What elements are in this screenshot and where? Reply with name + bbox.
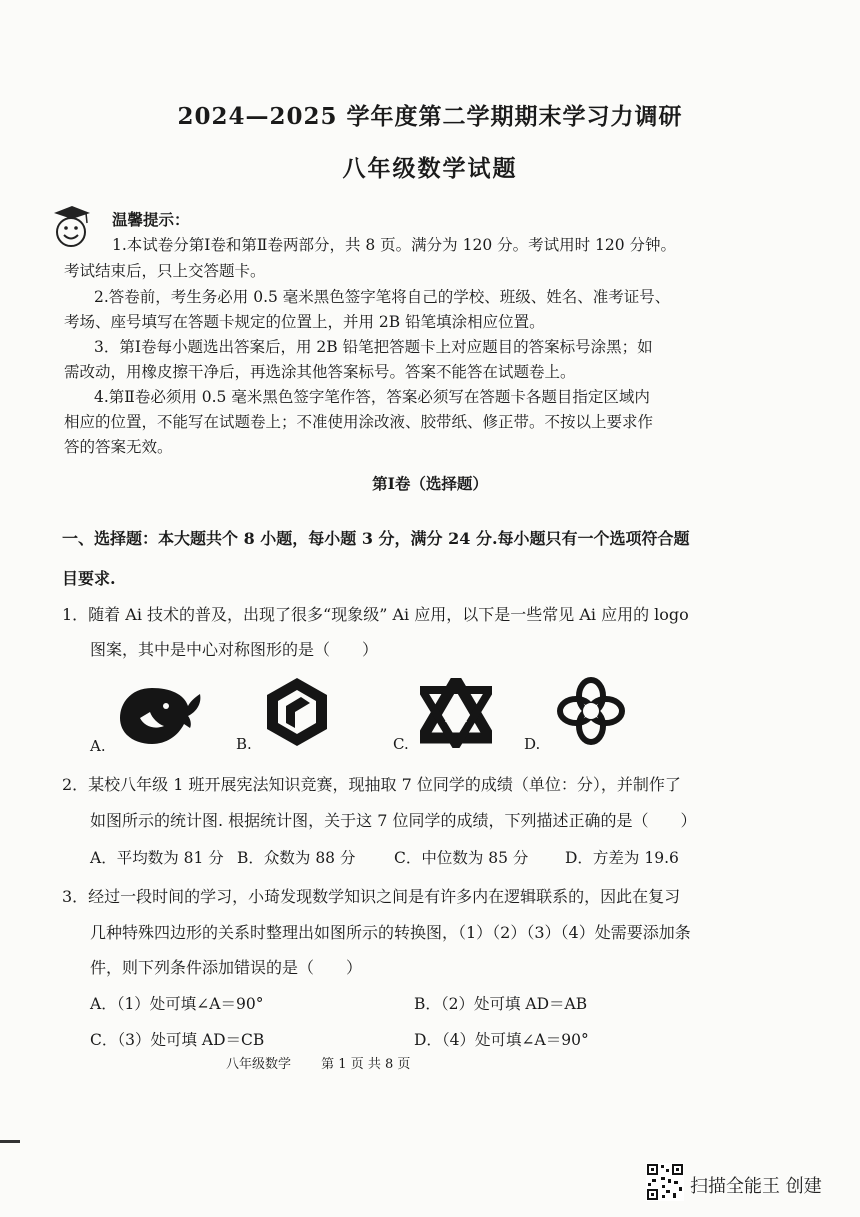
notice-line: 需改动，用橡皮擦干净后，再选涂其他答案标号。答案不能答在试题卷上。 <box>64 363 576 381</box>
notice-line: 1.本试卷分第Ⅰ卷和第Ⅱ卷两部分，共 8 页。满分为 120 分。考试用时 120 分钟。 <box>112 236 677 254</box>
q3-option-c: C．（3）处可填 AD＝CB <box>90 1031 265 1049</box>
footer-page-number: 第 1 页 共 8 页 <box>321 1057 411 1072</box>
section-title: 第Ⅰ卷（选择题） <box>372 474 488 493</box>
question-3-text-cont: 几种特殊四边形的关系时整理出如图所示的转换图，（1）（2）（3）（4）处需要添加条 <box>90 923 691 942</box>
question-2-text-cont: 如图所示的统计图. 根据统计图，关于这 7 位同学的成绩，下列描述正确的是（ ） <box>90 811 697 830</box>
q2-option-b: B．众数为 88 分 <box>237 849 356 867</box>
knot-logo-icon <box>556 676 626 746</box>
qr-code-icon <box>646 1163 684 1201</box>
notice-line: 4.第Ⅱ卷必须用 0.5 毫米黑色签字笔作答，答案必须写在答题卡各题目指定区域内 <box>94 388 650 406</box>
question-1-text: 1．随着 Ai 技术的普及，出现了很多“现象级” Ai 应用，以下是一些常见 Ai 应用的 logo <box>62 605 689 624</box>
notice-line: 3．第Ⅰ卷每小题选出答案后，用 2B 铅笔把答题卡上对应题目的答案标号涂黑；如 <box>94 338 653 356</box>
q1-option-a: A. <box>90 737 106 755</box>
question-3-text: 3．经过一段时间的学习，小琦发现数学知识之间是有许多内在逻辑联系的，因此在复习 <box>62 887 681 906</box>
q2-option-d: D．方差为 19.6 <box>565 849 679 867</box>
hexagon-logo-icon <box>264 676 330 748</box>
page-footer <box>226 1053 436 1072</box>
q3-option-a: A．（1）处可填∠A＝90° <box>90 995 264 1013</box>
q1-option-b: B. <box>236 735 252 753</box>
q2-option-a: A．平均数为 81 分 <box>90 849 224 867</box>
q3-option-b: B．（2）处可填 AD＝AB <box>414 995 588 1013</box>
notice-heading: 温馨提示： <box>112 210 190 229</box>
notice-line: 答的答案无效。 <box>64 438 173 456</box>
exam-title: 2024—2025 学年度第二学期期末学习力调研 <box>177 103 683 130</box>
question-1-text-cont: 图案，其中是中心对称图形的是（ ） <box>90 640 379 659</box>
question-2-text: 2．某校八年级 1 班开展宪法知识竞赛，现抽取 7 位同学的成绩（单位：分），并制作了 <box>62 775 681 794</box>
q1-option-c: C. <box>393 735 409 753</box>
exam-subtitle: 八年级数学试题 <box>342 155 518 182</box>
section-heading: 一、选择题：本大题共个 8 小题，每小题 3 分，满分 24 分.每小题只有一个选项符合题 <box>62 529 690 548</box>
scanner-watermark: 扫描全能王 创建 <box>690 1176 822 1197</box>
smiley-student-icon <box>50 203 92 249</box>
whale-logo-icon <box>118 684 204 748</box>
scan-edge-mark <box>0 1140 20 1143</box>
question-3-text-cont: 件，则下列条件添加错误的是（ ） <box>90 958 363 977</box>
q3-option-d: D．（4）处可填∠A＝90° <box>414 1031 589 1049</box>
q1-option-d: D. <box>524 735 541 753</box>
notice-line: 相应的位置，不能写在试题卷上；不准使用涂改液、胶带纸、修正带。不按以上要求作 <box>64 413 654 431</box>
star-logo-icon <box>420 678 492 748</box>
q2-option-c: C．中位数为 85 分 <box>394 849 529 867</box>
notice-line: 考试结束后，只上交答题卡。 <box>64 262 266 280</box>
section-heading-cont: 目要求. <box>62 569 116 588</box>
notice-line: 2.答卷前，考生务必用 0.5 毫米黑色签字笔将自己的学校、班级、姓名、准考证号、 <box>94 288 671 306</box>
notice-line: 考场、座号填写在答题卡规定的位置上，并用 2B 铅笔填涂相应位置。 <box>64 313 545 331</box>
footer-subject: 八年级数学 <box>226 1057 292 1072</box>
